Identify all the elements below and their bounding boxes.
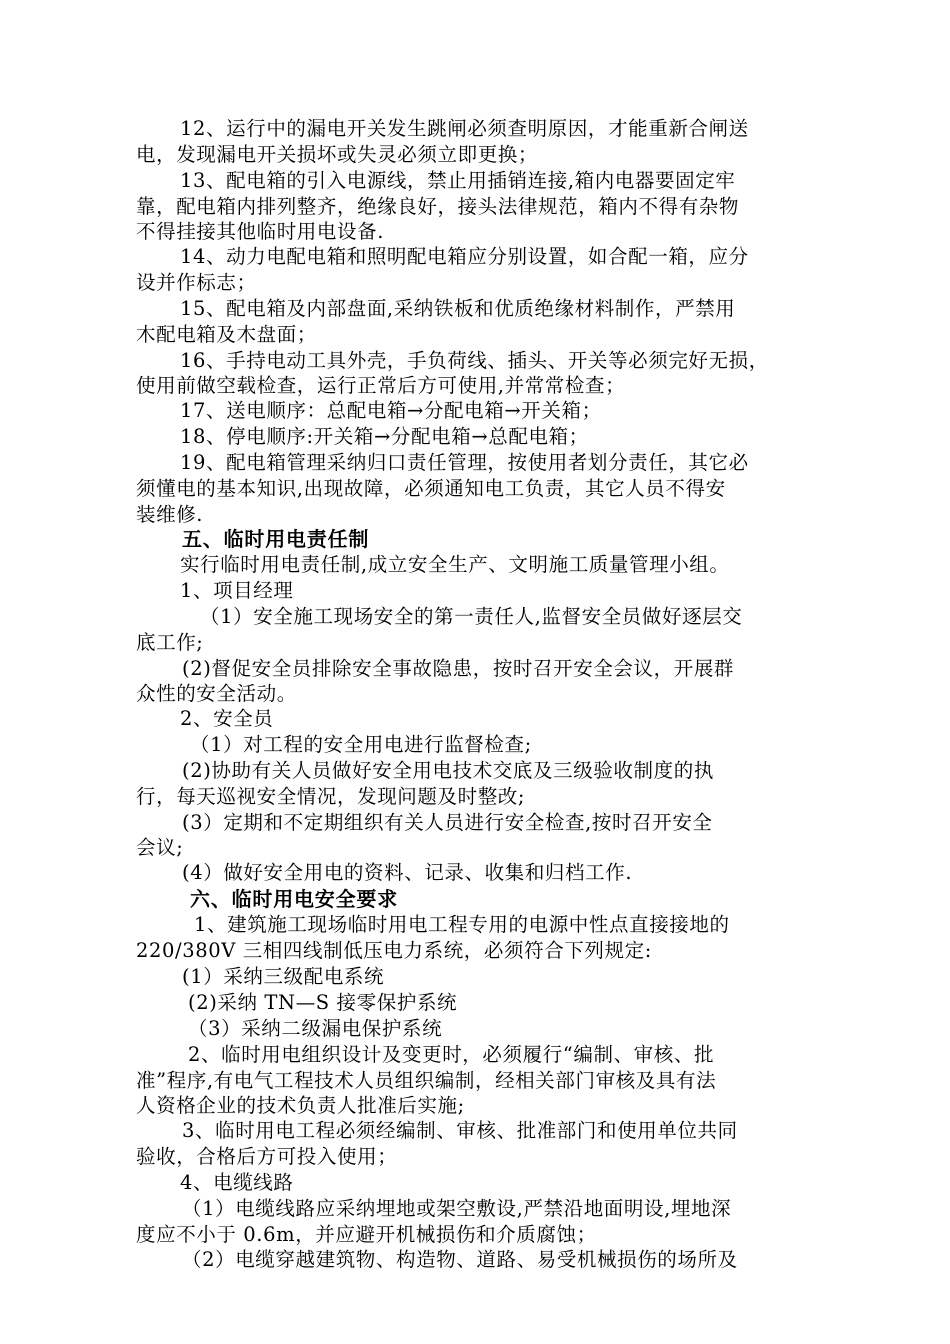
text-line: 使用前做空载检查，运行正常后方可使用,并常常检查； <box>136 374 626 397</box>
text-line: 15、配电箱及内部盘面,采纳铁板和优质绝缘材料制作，严禁用 <box>180 297 736 320</box>
text-line: (4）做好安全用电的资料、记录、收集和归档工作. <box>182 861 633 884</box>
text-line: 19、配电箱管理采纳归口责任管理，按使用者划分责任，其它必 <box>180 451 749 474</box>
text-line: （1）安全施工现场安全的第一责任人,监督安全员做好逐层交 <box>200 605 743 628</box>
text-line: 须懂电的基本知识,出现故障，必须通知电工负责，其它人员不得安 <box>136 477 726 500</box>
text-line: 12、运行中的漏电开关发生跳闸必须查明原因，才能重新合闸送 <box>180 117 749 140</box>
text-line: 设并作标志； <box>136 271 257 294</box>
text-line: （1）对工程的安全用电进行监督检查; <box>190 733 532 756</box>
text-line: （1）电缆线路应采纳埋地或架空敷设,严禁沿地面明设,埋地深 <box>182 1197 732 1220</box>
text-line: 14、动力电配电箱和照明配电箱应分别设置，如合配一箱，应分 <box>180 245 749 268</box>
text-line: 3、临时用电工程必须经编制、审核、批准部门和使用单位共同 <box>182 1119 738 1142</box>
section-heading: 六、临时用电安全要求 <box>190 887 398 911</box>
text-line: 4、电缆线路 <box>180 1171 294 1194</box>
text-line: 2、安全员 <box>180 707 274 730</box>
text-line: 行，每天巡视安全情况，发现问题及时整改; <box>136 785 526 808</box>
text-line: （3）采纳二级漏电保护系统 <box>188 1017 443 1040</box>
text-line: 靠，配电箱内排列整齐，绝缘良好，接头法律规范，箱内不得有杂物 <box>136 195 740 218</box>
text-line: 验收，合格后方可投入使用； <box>136 1145 398 1168</box>
text-line: 人资格企业的技术负责人批准后实施; <box>136 1094 465 1117</box>
text-line: (1）采纳三级配电系统 <box>182 965 385 988</box>
text-line: 2、临时用电组织设计及变更时，必须履行“编制、审核、批 <box>188 1043 715 1066</box>
text-line: 众性的安全活动。 <box>136 682 297 705</box>
text-line: 220/380V 三相四线制低压电力系统，必须符合下列规定: <box>136 939 652 962</box>
text-line: 度应不小于 0.6m，并应避开机械损伤和介质腐蚀； <box>136 1223 597 1246</box>
text-line: 13、配电箱的引入电源线，禁止用插销连接,箱内电器要固定牢 <box>180 169 736 192</box>
text-line: 实行临时用电责任制,成立安全生产、文明施工质量管理小组。 <box>180 553 730 576</box>
text-line: 16、手持电动工具外壳，手负荷线、插头、开关等必须完好无损， <box>180 349 769 372</box>
text-line: 木配电箱及木盘面； <box>136 323 317 346</box>
text-line: (2)采纳 TN—S 接零保护系统 <box>188 991 458 1014</box>
text-line: (2)协助有关人员做好安全用电技术交底及三级验收制度的执 <box>182 759 714 782</box>
text-line: 1、建筑施工现场临时用电工程专用的电源中性点直接接地的 <box>194 913 730 936</box>
text-line: 不得挂接其他临时用电设备. <box>136 220 384 243</box>
text-line: 准”程序,有电气工程技术人员组织编制，经相关部门审核及具有法 <box>136 1069 717 1092</box>
text-line: 电，发现漏电开关损坏或失灵必须立即更换； <box>136 143 539 166</box>
text-line: 装维修. <box>136 503 204 526</box>
text-line: 会议; <box>136 836 184 859</box>
text-line: (2)督促安全员排除安全事故隐患，按时召开安全会议，开展群 <box>182 657 735 680</box>
section-heading: 五、临时用电责任制 <box>182 527 370 551</box>
text-line: 18、停电顺序:开关箱→分配电箱→总配电箱； <box>180 425 589 448</box>
text-line: (3）定期和不定期组织有关人员进行安全检查,按时召开安全 <box>182 811 713 834</box>
text-line: （2）电缆穿越建筑物、构造物、道路、易受机械损伤的场所及 <box>182 1248 738 1271</box>
text-line: 1、项目经理 <box>180 579 294 602</box>
text-line: 17、送电顺序：总配电箱→分配电箱→开关箱； <box>180 399 602 422</box>
text-line: 底工作; <box>136 631 204 654</box>
